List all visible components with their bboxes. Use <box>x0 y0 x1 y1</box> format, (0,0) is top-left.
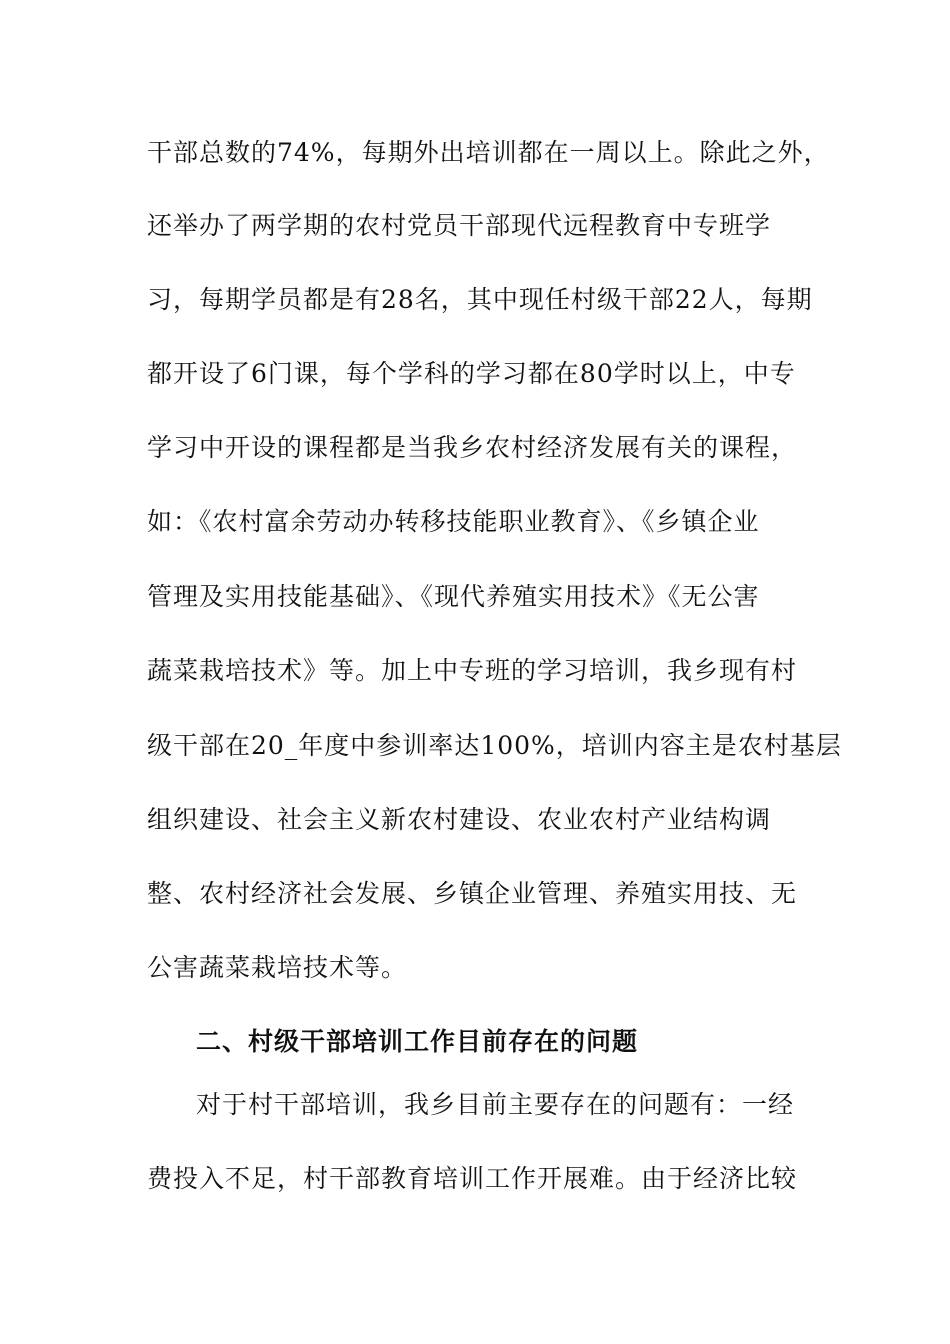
body-text-line: 习，每期学员都是有28名，其中现任村级干部22人，每期 <box>147 285 813 314</box>
body-text-line: 如：《农村富余劳动办转移技能职业教育》、《乡镇企业 <box>147 507 760 536</box>
body-text-line: 还举办了两学期的农村党员干部现代远程教育中专班学 <box>147 211 772 240</box>
body-text-line: 管理及实用技能基础》、《现代养殖实用技术》《无公害 <box>147 582 760 611</box>
body-text-line: 级干部在20_年度中参训率达100%，培训内容主是农村基层 <box>147 731 842 760</box>
body-text-line: 整、农村经济社会发展、乡镇企业管理、养殖实用技、无 <box>147 879 798 908</box>
body-text-line: 对于村干部培训，我乡目前主要存在的问题有：一经 <box>196 1090 795 1119</box>
section-heading: 二、村级干部培训工作目前存在的问题 <box>196 1027 639 1056</box>
body-text-line: 公害蔬菜栽培技术等。 <box>147 953 408 982</box>
body-text-line: 学习中开设的课程都是当我乡农村经济发展有关的课程， <box>147 433 798 462</box>
body-text-line: 组织建设、社会主义新农村建设、农业农村产业结构调 <box>147 805 772 834</box>
body-text-line: 干部总数的74%，每期外出培训都在一周以上。除此之外， <box>147 138 830 167</box>
body-text-line: 蔬菜栽培技术》等。加上中专班的学习培训，我乡现有村 <box>147 656 798 685</box>
body-text-line: 都开设了6门课，每个学科的学习都在80学时以上，中专 <box>147 359 796 388</box>
body-text-line: 费投入不足，村干部教育培训工作开展难。由于经济比较 <box>147 1164 798 1193</box>
